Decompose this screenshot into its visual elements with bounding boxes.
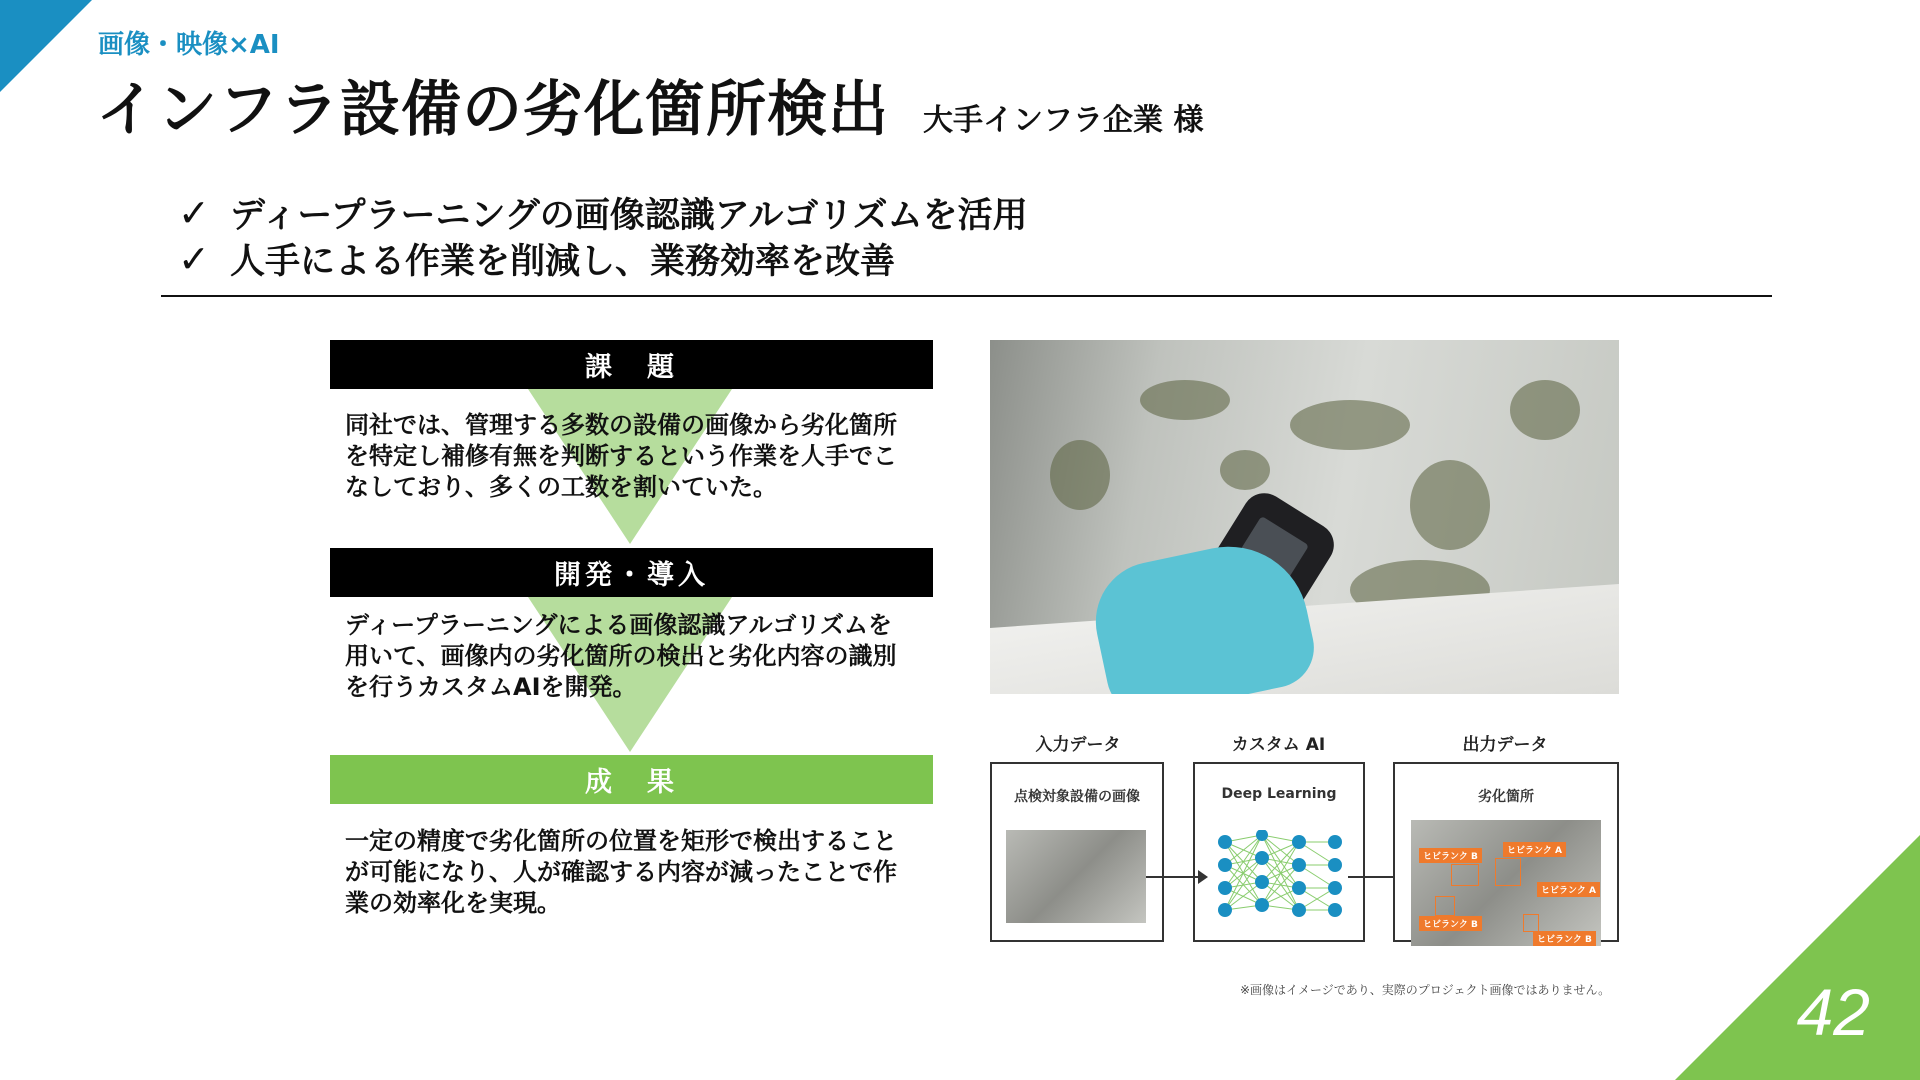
divider [161,295,1772,297]
output-image [1411,820,1601,946]
client-name: 大手インフラ企業 様 [923,103,1204,138]
result-text: 一定の精度で劣化箇所の位置を矩形で検出することが可能になり、人が確認する内容が減ったことで作業の効率化を実現。 [345,827,897,917]
page-title: インフラ設備の劣化箇所検出 [96,75,889,145]
inspection-photo [990,340,1619,694]
development-header: 開発・導入 [330,548,933,597]
output-label: 出力データ [1462,735,1548,755]
output-box [1393,762,1619,945]
process-flow [330,340,935,960]
checkmark-icon: ✓ [178,237,210,281]
issue-text: 同社では、管理する多数の設備の画像から劣化箇所を特定し補修有無を判断するという作業を人手でこなしており、多くの工数を割いていた。 [345,411,897,501]
result-header: 成 果 [330,755,933,804]
image-disclaimer: ※画像はイメージであり、実際のプロジェクト画像ではありません。 [1240,983,1611,997]
detection-tag: ヒビランク B [1419,916,1482,931]
ai-box [1193,762,1365,942]
input-image [1006,830,1146,923]
ai-title: Deep Learning [1221,786,1337,802]
key-point [178,236,1028,282]
detection-box [1451,864,1479,886]
title-row [96,62,1203,148]
issue-header: 課 題 [330,340,933,389]
key-point [178,190,1028,236]
input-label: 入力データ [1035,735,1121,755]
corner-decoration-top-left [0,0,92,92]
input-title: 点検対象設備の画像 [1014,789,1140,805]
key-point-text: ディープラーニングの画像認識アルゴリズムを活用 [230,196,1028,236]
ai-label: カスタム AI [1231,735,1326,755]
output-title: 劣化箇所 [1478,789,1534,805]
detection-box [1435,896,1455,916]
checkmark-icon: ✓ [178,191,210,235]
detection-tag: ヒビランク B [1533,931,1596,946]
ai-diagram [990,728,1620,1000]
detection-box [1495,858,1521,886]
category-label: 画像・映像×AI [98,30,280,60]
detection-tag: ヒビランク A [1503,842,1566,857]
page-number: 42 [1796,975,1870,1049]
key-points [178,190,1028,282]
key-point-text: 人手による作業を削減し、業務効率を改善 [230,242,896,282]
detection-tag: ヒビランク A [1537,882,1600,897]
detection-box [1523,914,1539,932]
detection-tag: ヒビランク B [1419,848,1482,863]
neural-network-icon [1215,830,1345,920]
arrow-right-icon [1146,876,1206,878]
development-text: ディープラーニングによる画像認識アルゴリズムを用いて、画像内の劣化箇所の検出と劣化内容の識別を行うカスタムAIを開発。 [345,611,897,701]
input-box [990,762,1164,942]
